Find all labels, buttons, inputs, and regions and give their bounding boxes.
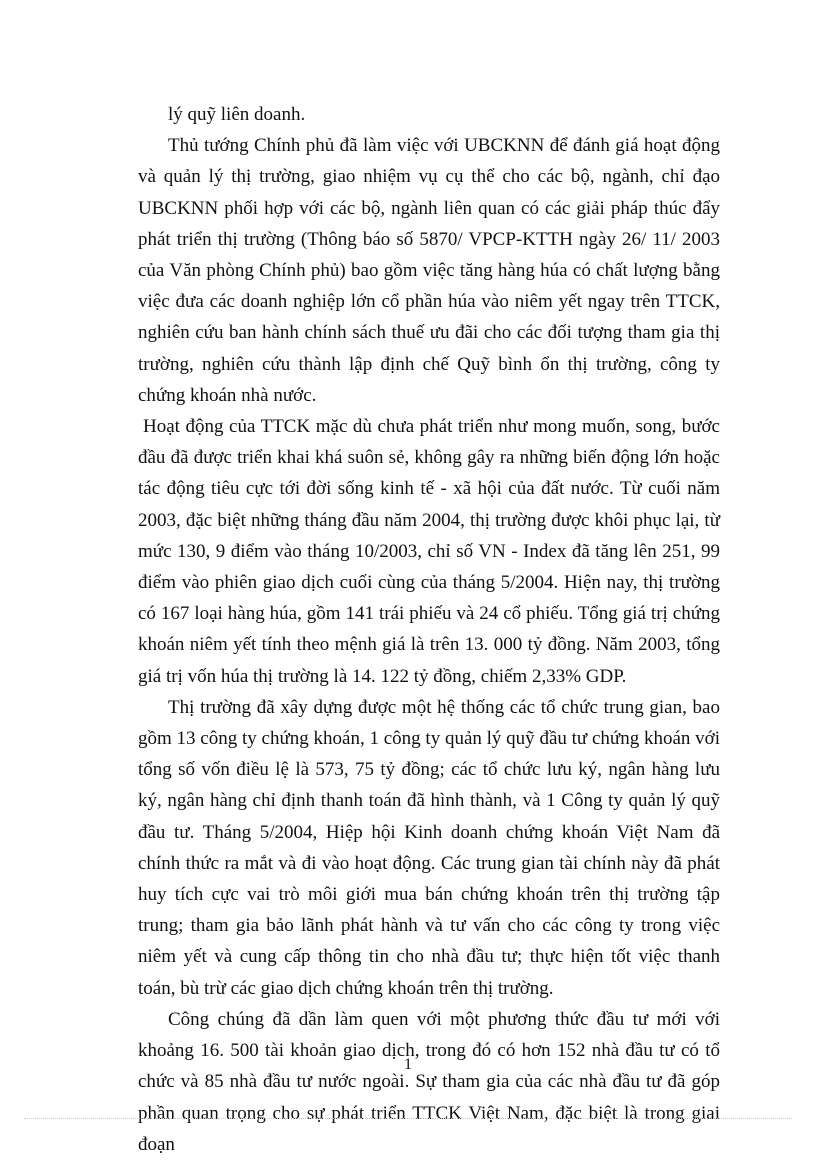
body-text [138,99,720,1160]
paragraph-4: Thị trường đã xây dựng được một hệ thống các tổ chức trung gian, bao gồm 13 công ty chứng khoán, 1 công ty quản lý quỹ đầu tư chứng khoán với tổng số vốn điều lệ là 573, 75 tỷ đồng; các tổ chức lưu ký, ngân hàng lưu ký, ngân hàng chỉ định thanh toán đã hình thành, và 1 Công ty quản lý quỹ đầu tư. Tháng 5/2004, Hiệp hội Kinh doanh chứng khoán Việt Nam đã chính thức ra mắt và đi vào hoạt động. Các trung gian tài chính này đã phát huy tích cực vai trò môi giới mua bán chứng khoán trên thị trường tập trung; tham gia bảo lãnh phát hành và tư vấn cho các công ty trong việc niêm yết và cung cấp thông tin cho nhà đầu tư; thực hiện tốt việc thanh toán, bù trừ các giao dịch chứng khoán trên thị trường. [138,696,720,999]
paragraph-3: Hoạt động của TTCK mặc dù chưa phát triển như mong muốn, song, bước đầu đã được triển khai khá suôn sẻ, không gây ra những biến động lớn hoặc tác động tiêu cực tới đời sống kinh tế - xã hội của đất nước. Từ cuối năm 2003, đặc biệt những tháng đầu năm 2004, thị trường được khôi phục lại, từ mức 130, 9 điểm vào tháng 10/2003, chỉ số VN - Index đã tăng lên 251, 99 điểm vào phiên giao dịch cuối cùng của tháng 5/2004. Hiện nay, thị trường có 167 loại hàng húa, gồm 141 trái phiếu và 24 cổ phiếu. Tổng giá trị chứng khoán niêm yết tính theo mệnh giá là trên 13. 000 tỷ đồng. Năm 2003, tổng giá trị vốn húa thị trường là 14. 122 tỷ đồng, chiếm 2,33% GDP. [138,416,720,687]
paragraph-5: Công chúng đã dần làm quen với một phương thức đầu tư mới với khoảng 16. 500 tài khoản giao dịch, trong đó có hơn 152 nhà đầu tư có tổ chức và 85 nhà đầu tư nước ngoài. Sự tham gia của các nhà đầu tư đã góp phần quan trọng cho sự phát triển TTCK Việt Nam, đặc biệt là trong giai đoạn [138,1008,720,1155]
page-bottom-divider [24,1118,792,1119]
page-number: 1 [404,1056,412,1073]
paragraph-2: Thủ tướng Chính phủ đã làm việc với UBCKNN để đánh giá hoạt động và quản lý thị trường, giao nhiệm vụ cụ thể cho các bộ, ngành, chỉ đạo UBCKNN phối hợp với các bộ, ngành liên quan có các giải pháp thúc đẩy phát triển thị trường (Thông báo số 5870/ VPCP-KTTH ngày 26/ 11/ 2003 của Văn phòng Chính phủ) bao gồm việc tăng hàng húa có chất lượng bằng việc đưa các doanh nghiệp lớn cổ phần húa vào niêm yết ngay trên TTCK, nghiên cứu ban hành chính sách thuế ưu đãi cho các đối tượng tham gia thị trường, nghiên cứu thành lập định chế Quỹ bình ổn thị trường, công ty chứng khoán nhà nước. [138,135,720,406]
paragraph-1: lý quỹ liên doanh. [168,104,306,125]
